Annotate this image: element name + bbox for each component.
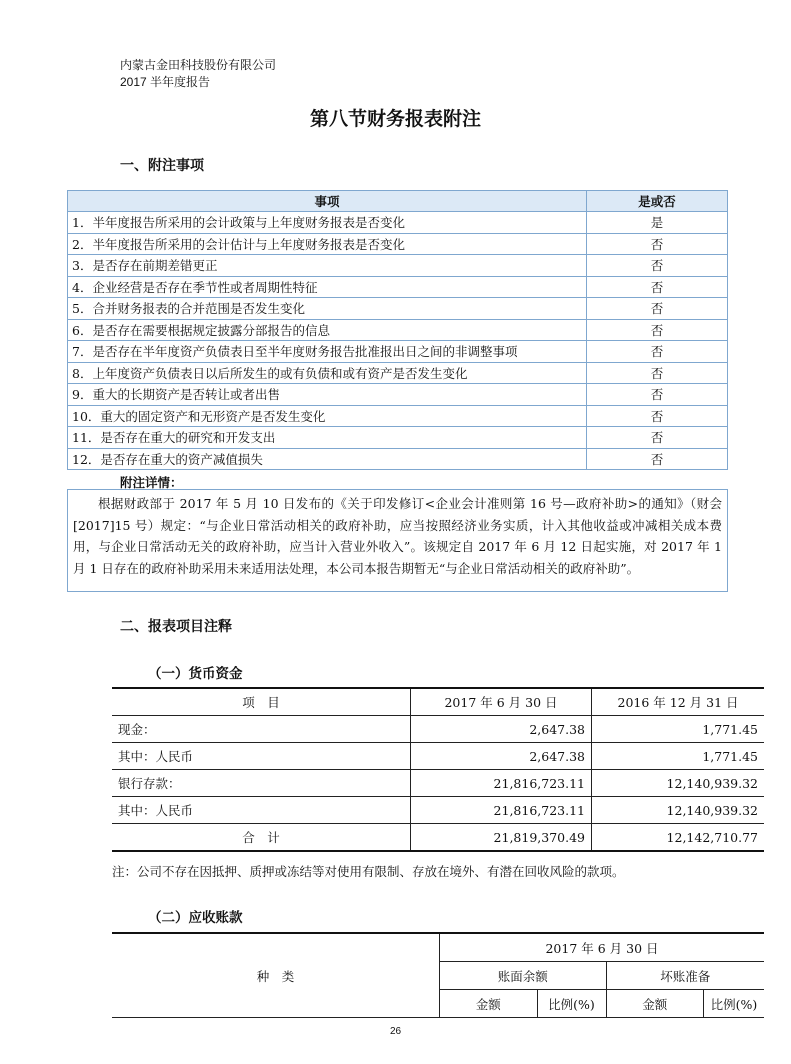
cash-value-2017: 21,819,370.49 [411,824,592,852]
receivables-book-ratio: 比例(%) [537,990,606,1018]
notes-item: 5．合并财务报表的合并范围是否发生变化 [68,298,587,320]
notes-row [68,233,728,255]
col-item-header: 事项 [68,191,587,212]
notes-yn: 否 [587,319,728,341]
receivables-book-amount: 金额 [440,990,538,1018]
cash-value-2016: 1,771.45 [592,716,765,743]
section2-heading: 二、报表项目注释 [120,619,232,635]
cash-row [112,797,764,824]
notes-row [68,405,728,427]
notes-item: 10．重大的固定资产和无形资产是否发生变化 [68,405,587,427]
receivables-table [112,932,764,1018]
notes-item: 4．企业经营是否存在季节性或者周期性特征 [68,276,587,298]
cash-label: 合 计 [112,824,411,852]
notes-row [68,212,728,234]
cash-total-row [112,824,764,852]
notes-yn: 否 [587,255,728,277]
detail-text: 根据财政部于 2017 年 5 月 10 日发布的《关于印发修订<企业会计准则第 16 号—政府补助>的通知》（财会[2017]15 号）规定：“与企业日常活动相关的政府补助，应当按照经济业务实质，计入其他收益或冲减相关成本费用，与企业日常活动无关的政府补助，应当计入营业外收入”。该规定自 2017 年 6 月 12 日起实施，对 2017 年 1 月 1 日存在的政府补助采用未来适用法处理，本公司本报告期暂无“与企业日常活动相关的政府补助”。 [67,489,728,592]
notes-item: 2．半年度报告所采用的会计估计与上年度财务报表是否变化 [68,233,587,255]
notes-yn: 否 [587,341,728,363]
notes-yn: 否 [587,405,728,427]
notes-yn: 否 [587,298,728,320]
receivables-kind: 种 类 [112,933,440,1018]
notes-yn: 否 [587,362,728,384]
notes-row [68,362,728,384]
notes-row [68,276,728,298]
notes-row [68,298,728,320]
company-name: 内蒙古金田科技股份有限公司 [120,58,277,72]
report-name: 2017 半年度报告 [120,75,211,89]
notes-item: 12．是否存在重大的资产减值损失 [68,448,587,470]
cash-label: 现金： [112,716,411,743]
cash-label: 其中：人民币 [112,743,411,770]
cash-label: 其中：人民币 [112,797,411,824]
cash-heading: （一）货币资金 [148,666,243,682]
cash-row [112,770,764,797]
cash-value-2016: 12,140,939.32 [592,770,765,797]
detail-label: 附注详情： [120,475,183,490]
receivables-bad-amount: 金额 [606,990,704,1018]
cash-col-item: 项 目 [112,688,411,716]
page-title: 第八节财务报表附注 [309,108,481,130]
notes-item: 1．半年度报告所采用的会计政策与上年度财务报表是否变化 [68,212,587,234]
notes-item: 11．是否存在重大的研究和开发支出 [68,427,587,449]
notes-row [68,384,728,406]
receivables-book: 账面余额 [440,962,607,990]
notes-yn: 否 [587,276,728,298]
cash-value-2017: 2,647.38 [411,716,592,743]
receivables-bad-ratio: 比例(%) [704,990,765,1018]
notes-yn: 否 [587,233,728,255]
notes-item: 9．重大的长期资产是否转让或者出售 [68,384,587,406]
notes-row [68,341,728,363]
cash-col-2016: 2016 年 12 月 31 日 [592,688,765,716]
notes-yn: 否 [587,427,728,449]
cash-table [112,687,764,852]
cash-row [112,743,764,770]
cash-col-2017: 2017 年 6 月 30 日 [411,688,592,716]
notes-item: 3．是否存在前期差错更正 [68,255,587,277]
receivables-heading: （二）应收账款 [148,910,243,926]
notes-yn: 否 [587,384,728,406]
section1-heading: 一、附注事项 [120,158,204,174]
cash-value-2017: 21,816,723.11 [411,770,592,797]
cash-label: 银行存款： [112,770,411,797]
notes-yn: 是 [587,212,728,234]
page-number: 26 [389,1026,402,1037]
notes-table [67,190,728,470]
notes-item: 8．上年度资产负债表日以后所发生的或有负债和或有资产是否发生变化 [68,362,587,384]
receivables-bad: 坏账准备 [606,962,764,990]
cash-value-2016: 1,771.45 [592,743,765,770]
notes-row [68,255,728,277]
cash-value-2017: 2,647.38 [411,743,592,770]
notes-item: 6．是否存在需要根据规定披露分部报告的信息 [68,319,587,341]
cash-value-2017: 21,816,723.11 [411,797,592,824]
cash-note: 注：公司不存在因抵押、质押或冻结等对使用有限制、存放在境外、有潜在回收风险的款项。 [112,864,625,879]
cash-row [112,716,764,743]
notes-row [68,319,728,341]
notes-row [68,448,728,470]
receivables-date: 2017 年 6 月 30 日 [440,933,765,962]
notes-item: 7．是否存在半年度资产负债表日至半年度财务报告批准报出日之间的非调整事项 [68,341,587,363]
notes-yn: 否 [587,448,728,470]
col-yn-header: 是或否 [587,191,728,212]
notes-row [68,427,728,449]
cash-value-2016: 12,142,710.77 [592,824,765,852]
cash-value-2016: 12,140,939.32 [592,797,765,824]
